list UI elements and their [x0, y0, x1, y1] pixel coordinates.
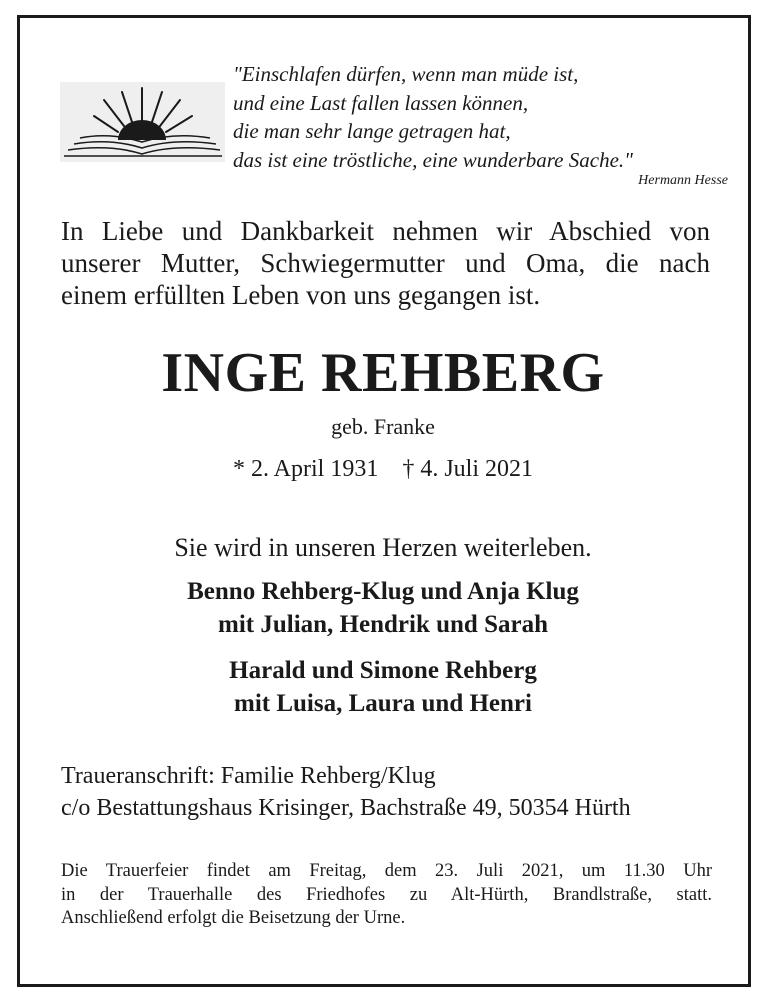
- mourner-line: Benno Rehberg-Klug und Anja Klug: [187, 578, 579, 605]
- birth-date: * 2. April 1931: [232, 456, 379, 482]
- deceased-name: INGE REHBERG: [161, 342, 605, 404]
- quote-line: "Einschlafen dürfen, wenn man müde ist,: [233, 62, 579, 86]
- address-line: Traueranschrift: Familie Rehberg/Klug: [61, 763, 436, 789]
- death-date: † 4. Juli 2021: [402, 456, 534, 482]
- intro-line: unserer Mutter, Schwiegermutter und Oma, die nach: [61, 248, 710, 278]
- quote-line: die man sehr lange getragen hat,: [233, 119, 511, 143]
- service-line: in der Trauerhalle des Friedhofes zu Alt-Hürth, Brandlstraße, statt.: [61, 884, 712, 905]
- life-dates: [0, 456, 766, 483]
- mourner-line: mit Luisa, Laura und Henri: [234, 690, 532, 717]
- service-line: Anschließend erfolgt die Beisetzung der Urne.: [61, 908, 406, 928]
- quote: [233, 60, 733, 174]
- quote-author: Hermann Hesse: [638, 173, 728, 188]
- motto: Sie wird in unseren Herzen weiterleben.: [174, 533, 592, 562]
- birth-name: geb. Franke: [331, 414, 435, 439]
- funeral-service-info: [61, 860, 712, 931]
- intro-line: einem erfüllten Leben von uns gegangen ist.: [61, 280, 541, 310]
- service-line: Die Trauerfeier findet am Freitag, dem 23. Juli 2021, um 11.30 Uhr: [61, 861, 712, 881]
- sunrise-book-icon: [60, 82, 225, 162]
- intro-text: [61, 215, 710, 311]
- intro-line: In Liebe und Dankbarkeit nehmen wir Abschied von: [61, 216, 710, 246]
- mourner-group: [0, 575, 766, 641]
- mourner-line: Harald und Simone Rehberg: [229, 657, 537, 684]
- mourning-address: [61, 760, 741, 824]
- quote-line: das ist eine tröstliche, eine wunderbare Sache.": [233, 147, 633, 172]
- mourner-group: [0, 654, 766, 720]
- quote-line: und eine Last fallen lassen können,: [233, 90, 529, 115]
- address-line: c/o Bestattungshaus Krisinger, Bachstraße 49, 50354 Hürth: [61, 795, 631, 821]
- mourner-line: mit Julian, Hendrik und Sarah: [218, 611, 548, 638]
